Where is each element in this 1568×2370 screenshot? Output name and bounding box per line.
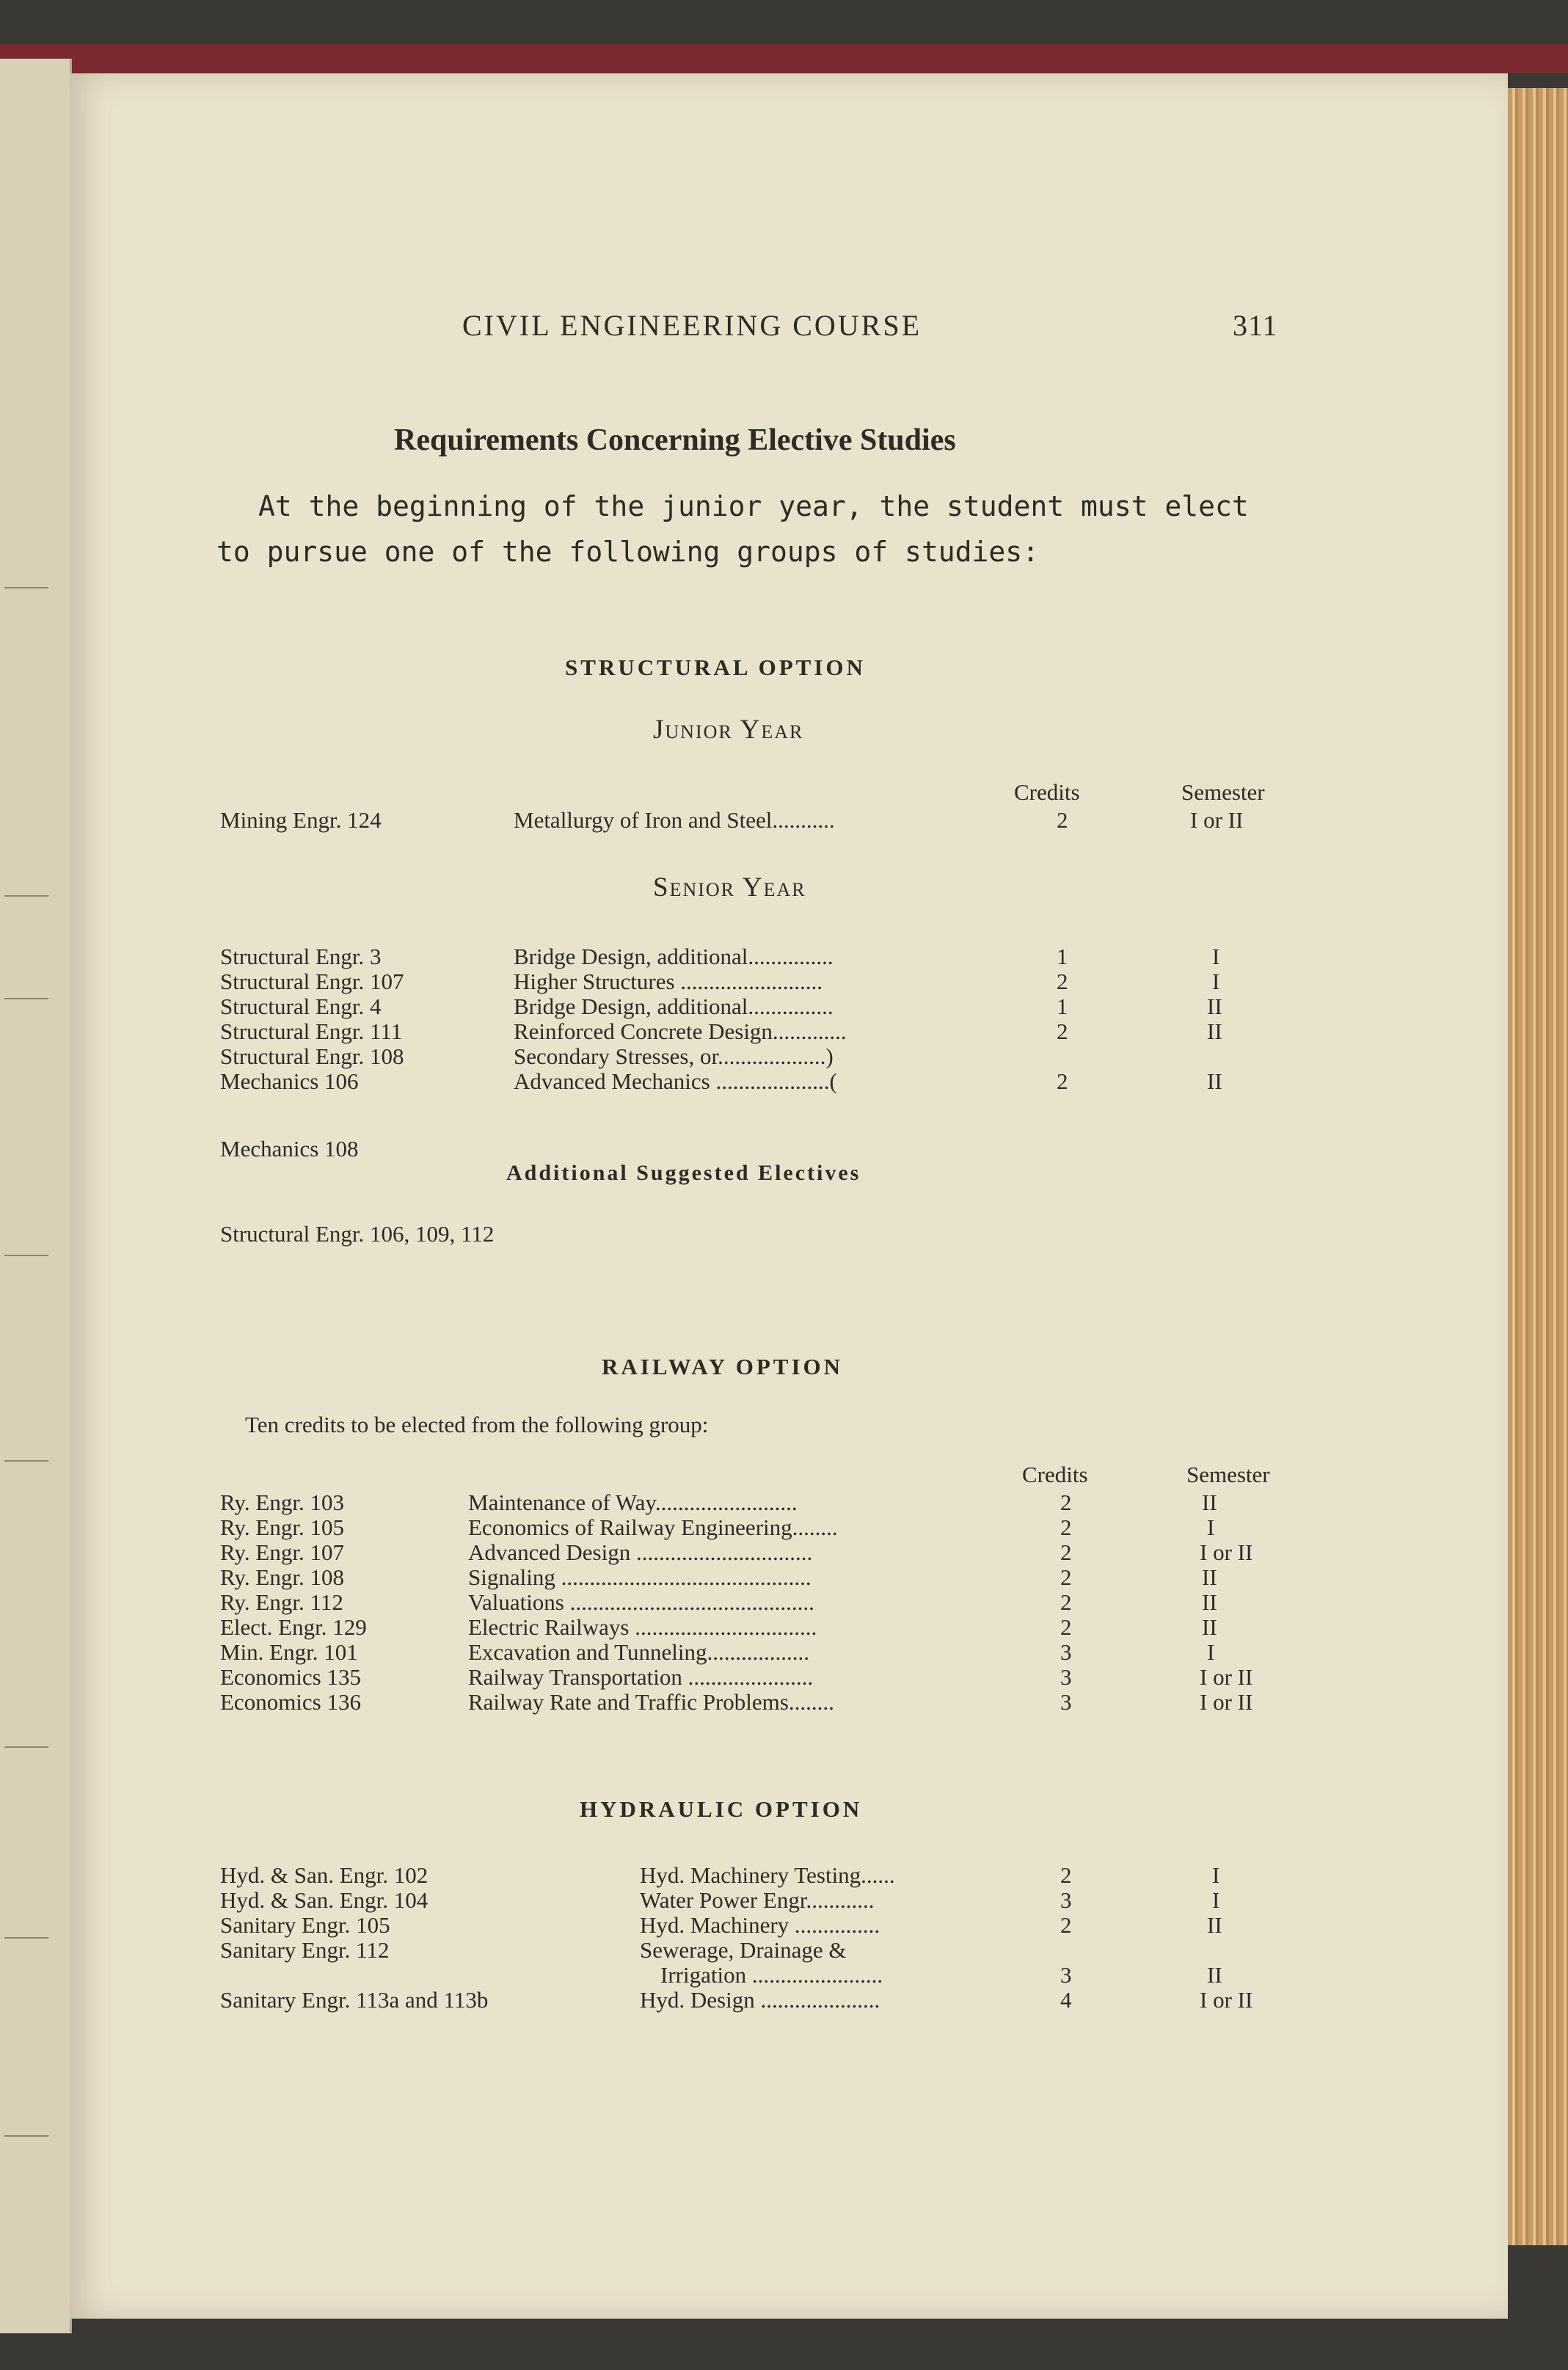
course-number: Min. Engr. 101 xyxy=(220,1639,358,1665)
course-number: Mining Engr. 124 xyxy=(220,807,382,833)
intro-line-1: At the beginning of the junior year, the student must elect xyxy=(258,490,1249,522)
course-credits: 2 xyxy=(1057,1018,1068,1044)
course-title: Metallurgy of Iron and Steel........... xyxy=(514,807,835,833)
course-number: Ry. Engr. 105 xyxy=(220,1514,344,1540)
course-credits: 2 xyxy=(1057,969,1068,994)
course-number: Structural Engr. 107 xyxy=(220,969,404,994)
course-semester: II xyxy=(1207,993,1222,1019)
course-number: Ry. Engr. 112 xyxy=(220,1589,343,1615)
course-semester: II xyxy=(1207,1962,1222,1988)
course-title: Water Power Engr............ xyxy=(640,1887,875,1913)
course-semester: I xyxy=(1212,1887,1220,1913)
course-number: Economics 135 xyxy=(220,1664,361,1690)
course-credits: 1 xyxy=(1057,944,1068,969)
course-credits: 2 xyxy=(1060,1862,1072,1888)
course-title: Reinforced Concrete Design............. xyxy=(514,1018,847,1044)
course-title: Excavation and Tunneling.................. xyxy=(468,1639,809,1665)
additional-electives-heading: Additional Suggested Electives xyxy=(506,1161,861,1185)
course-title: Hyd. Machinery Testing...... xyxy=(640,1862,895,1888)
course-title: Advanced Design ............................... xyxy=(468,1539,813,1565)
course-title: Hyd. Design ..................... xyxy=(640,1987,880,2013)
course-number: Sanitary Engr. 105 xyxy=(220,1912,390,1938)
hydraulic-option-heading: HYDRAULIC OPTION xyxy=(580,1796,863,1822)
course-semester: I xyxy=(1212,969,1220,994)
course-number: Economics 136 xyxy=(220,1689,361,1715)
course-number: Sanitary Engr. 113a and 113b xyxy=(220,1987,489,2013)
additional-electives-courses: Structural Engr. 106, 109, 112 xyxy=(220,1221,495,1247)
book-binding xyxy=(0,44,1568,73)
course-title: Railway Rate and Traffic Problems........ xyxy=(468,1689,834,1715)
course-title: Secondary Stresses, or...................) xyxy=(514,1043,834,1069)
course-title: Railway Transportation ...................... xyxy=(468,1664,814,1690)
course-semester: I xyxy=(1212,944,1220,969)
page-number: 311 xyxy=(1233,309,1278,342)
page-title: Requirements Concerning Elective Studies xyxy=(394,423,956,457)
course-title: Hyd. Machinery ............... xyxy=(640,1912,880,1938)
course-credits: 2 xyxy=(1060,1912,1072,1938)
course-title: Sewerage, Drainage & xyxy=(640,1937,847,1963)
course-credits: 2 xyxy=(1060,1564,1072,1590)
course-semester: II xyxy=(1202,1564,1217,1590)
course-credits: 4 xyxy=(1060,1987,1072,2013)
course-credits: 1 xyxy=(1057,993,1068,1019)
course-credits: 3 xyxy=(1060,1887,1072,1913)
course-semester: II xyxy=(1207,1912,1222,1938)
course-semester: I or II xyxy=(1190,807,1244,833)
course-title: Maintenance of Way......................... xyxy=(468,1490,798,1515)
course-credits: 2 xyxy=(1060,1614,1072,1640)
credits-header: Credits xyxy=(1022,1462,1088,1487)
course-number: Hyd. & San. Engr. 104 xyxy=(220,1887,429,1913)
course-credits: 2 xyxy=(1060,1490,1072,1515)
course-credits: 3 xyxy=(1060,1664,1072,1690)
course-number: Ry. Engr. 108 xyxy=(220,1564,344,1590)
course-title: Higher Structures ......................... xyxy=(514,969,823,994)
course-title: Irrigation ....................... xyxy=(660,1962,883,1988)
course-credits: 2 xyxy=(1060,1589,1072,1615)
course-title: Economics of Railway Engineering........ xyxy=(468,1514,838,1540)
course-semester: II xyxy=(1202,1614,1217,1640)
railway-intro: Ten credits to be elected from the following group: xyxy=(245,1412,709,1437)
course-semester: I or II xyxy=(1200,1664,1253,1690)
course-semester: I xyxy=(1212,1862,1220,1888)
mechanics-108: Mechanics 108 xyxy=(220,1136,359,1162)
course-credits: 3 xyxy=(1060,1962,1072,1988)
course-title: Signaling ............................................ xyxy=(468,1564,812,1590)
course-credits: 3 xyxy=(1060,1639,1072,1665)
course-number: Structural Engr. 3 xyxy=(220,944,382,969)
course-credits: 3 xyxy=(1060,1689,1072,1715)
senior-year-heading: Senior Year xyxy=(653,872,806,903)
intro-line-2: to pursue one of the following groups of studies: xyxy=(216,536,1040,568)
course-number: Ry. Engr. 107 xyxy=(220,1539,344,1565)
course-title: Bridge Design, additional............... xyxy=(514,944,834,969)
course-semester: I or II xyxy=(1200,1689,1253,1715)
junior-year-heading: Junior Year xyxy=(653,715,804,745)
course-semester: II xyxy=(1207,1068,1222,1094)
course-credits: 2 xyxy=(1057,1068,1068,1094)
course-credits: 2 xyxy=(1060,1514,1072,1540)
course-credits: 2 xyxy=(1060,1539,1072,1565)
course-number: Structural Engr. 111 xyxy=(220,1018,403,1044)
course-semester: II xyxy=(1202,1589,1217,1615)
course-number: Structural Engr. 108 xyxy=(220,1043,404,1069)
course-title: Valuations ........................................... xyxy=(468,1589,814,1615)
course-number: Sanitary Engr. 112 xyxy=(220,1937,390,1963)
course-semester: I or II xyxy=(1200,1987,1253,2013)
structural-option-heading: STRUCTURAL OPTION xyxy=(565,655,866,680)
course-semester: I or II xyxy=(1200,1539,1253,1565)
semester-header: Semester xyxy=(1181,779,1265,805)
course-semester: II xyxy=(1202,1490,1217,1515)
course-number: Structural Engr. 4 xyxy=(220,993,382,1019)
page-edges xyxy=(1508,88,1568,2245)
semester-header: Semester xyxy=(1186,1462,1270,1487)
course-title: Advanced Mechanics ....................( xyxy=(514,1068,837,1094)
course-semester: I xyxy=(1207,1639,1215,1665)
course-number: Hyd. & San. Engr. 102 xyxy=(220,1862,429,1888)
course-title: Bridge Design, additional............... xyxy=(514,993,834,1019)
credits-header: Credits xyxy=(1014,779,1080,805)
course-semester: I xyxy=(1207,1514,1215,1540)
course-number: Ry. Engr. 103 xyxy=(220,1490,344,1515)
course-number: Elect. Engr. 129 xyxy=(220,1614,367,1640)
running-title: CIVIL ENGINEERING COURSE xyxy=(462,309,922,342)
course-title: Electric Railways ................................ xyxy=(468,1614,817,1640)
facing-page-edge xyxy=(0,59,72,2333)
course-semester: II xyxy=(1207,1018,1222,1044)
course-credits: 2 xyxy=(1057,807,1068,833)
railway-option-heading: RAILWAY OPTION xyxy=(602,1354,844,1379)
course-number: Mechanics 106 xyxy=(220,1068,359,1094)
